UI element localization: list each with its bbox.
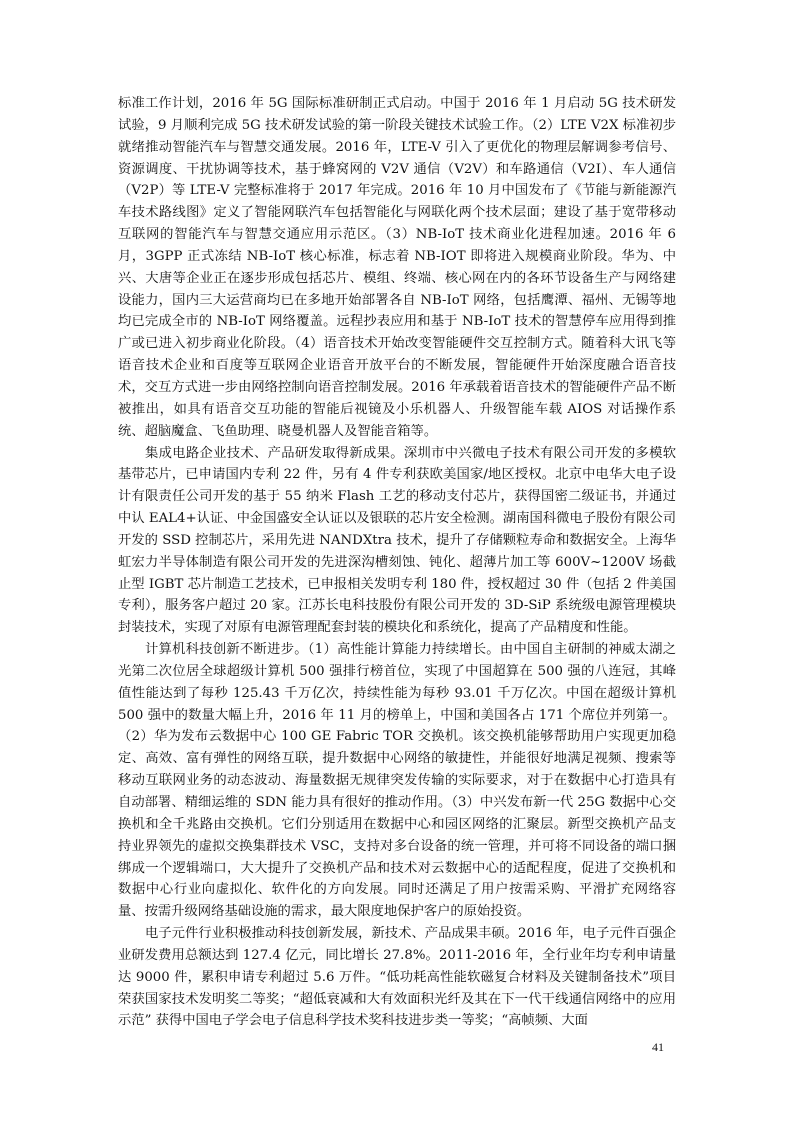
paragraph-integrated-circuit: 集成电路企业技术、产品研发取得新成果。深圳市中兴微电子技术有限公司开发的多模软基带芯片，已申请国内专利 22 件，另有 4 件专利获欧美国家/地区授权。北京中电华大电子设计有限责任公司开发的基于 55 纳米 Flash 工艺的移动支付芯片，获得国密二级证书，并通过中认 EAL4+认证、中金国盛安全认证以及银联的芯片安全检测。湖南国科微电子股份有限公司开发的 SSD 控制芯片，采用先进 NANDXtra 技术，提升了存储颗粒寿命和数据安全。上海华虹宏力半导体制造有限公司开发的先进深沟槽刻蚀、钝化、超薄片加工等 600V~1200V 场截止型 IGBT 芯片制造工艺技术，已申报相关发明专利 180 件，授权超过 30 件（包括 2 件美国专利），服务客户超过 20 家。江苏长电科技股份有限公司开发的 3D-SiP 系统级电源管理模块封装技术，实现了对原有电源管理配套封装的模块化和系统化，提高了产品精度和性能。 xyxy=(118,445,676,636)
paragraph-computer-technology: 计算机科技创新不断进步。（1）高性能计算能力持续增长。由中国自主研制的神威太湖之光第二次位居全球超级计算机 500 强排行榜首位，实现了中国超算在 500 强的八连冠，其峰值性能达到了每秒 125.43 千万亿次，持续性能为每秒 93.01 千万亿次。中国在超级计算机 500 强中的数量大幅上升，2016 年 11 月的榜单上，中国和美国各占 171 个席位并列第一。（2）华为发布云数据中心 100 GE Fabric TOR 交换机。该交换机能够帮助用户实现更加稳定、高效、富有弹性的网络互联，提升数据中心网络的敏捷性，并能很好地满足视频、搜索等移动互联网业务的动态波动、海量数据无规律突发传输的实际要求，对于在数据中心打造具有自动部署、精细运维的 SDN 能力具有很好的推动作用。（3）中兴发布新一代 25G 数据中心交换机和全千兆路由交换机。它们分别适用在数据中心和园区网络的汇聚层。新型交换机产品支持业界领先的虚拟交换集群技术 VSC，支持对多台设备的统一管理，并可将不同设备的端口捆绑成一个逻辑端口，大大提升了交换机产品和技术对云数据中心的适配程度，促进了交换机和数据中心行业向虚拟化、软件化的方向发展。同时还满足了用户按需采购、平滑扩充网络容量、按需升级网络基础设施的需求，最大限度地保护客户的原始投资。 xyxy=(118,642,676,920)
document-body xyxy=(118,93,676,1032)
paragraph-electronic-components: 电子元件行业积极推动科技创新发展，新技术、产品成果丰硕。2016 年，电子元件百强企业研发费用总额达到 127.4 亿元，同比增长 27.8%。2011-2016 年，全行业年均专利申请量达 9000 件，累积申请专利超过 5.6 万件。“低功耗高性能软磁复合材料及关键制备技术”项目荣获国家技术发明奖二等奖；“超低衰减和大有效面积光纤及其在下一代干线通信网络中的应用示范” 获得中国电子学会电子信息科学技术奖科技进步类一等奖；“高帧频、大面 xyxy=(118,926,676,1029)
paragraph-5g-v2x-nbiot-voice: 标准工作计划，2016 年 5G 国际标准研制正式启动。中国于 2016 年 1 月启动 5G 技术研发试验，9 月顺利完成 5G 技术研发试验的第一阶段关键技术试验工作。（2）LTE V2X 标准初步就绪推动智能汽车与智慧交通发展。2016 年，LTE-V 引入了更优化的物理层解调参考信号、资源调度、干扰协调等技术，基于蜂窝网的 V2V 通信（V2V）和车路通信（V2I）、车人通信（V2P）等 LTE-V 完整标准将于 2017 年完成。2016 年 10 月中国发布了《节能与新能源汽车技术路线图》定义了智能网联汽车包括智能化与网联化两个技术层面；建设了基于宽带移动互联网的智能汽车与智慧交通应用示范区。（3）NB-IoT 技术商业化进程加速。2016 年 6 月，3GPP 正式冻结 NB-IoT 核心标准，标志着 NB-IOT 即将进入规模商业阶段。华为、中兴、大唐等企业正在逐步形成包括芯片、模组、终端、核心网在内的各环节设备生产与网络建设能力，国内三大运营商均已在多地开始部署各自 NB-IoT 网络，包括鹰潭、福州、无锡等地均已完成全市的 NB-IoT 网络覆盖。远程抄表应用和基于 NB-IoT 技术的智慧停车应用得到推广或已进入初步商业化阶段。（4）语音技术开始改变智能硬件交互控制方式。随着科大讯飞等语音技术企业和百度等互联网企业语音开放平台的不断发展，智能硬件开始深度融合语音技术，交互方式进一步由网络控制向语音控制发展。2016 年承载着语音技术的智能硬件产品不断被推出，如具有语音交互功能的智能后视镜及小乐机器人、升级智能车载 AIOS 对话操作系统、超脑魔盒、飞鱼助理、晓曼机器人及智能音箱等。 xyxy=(118,96,676,439)
page-number: 41 xyxy=(652,1040,664,1054)
